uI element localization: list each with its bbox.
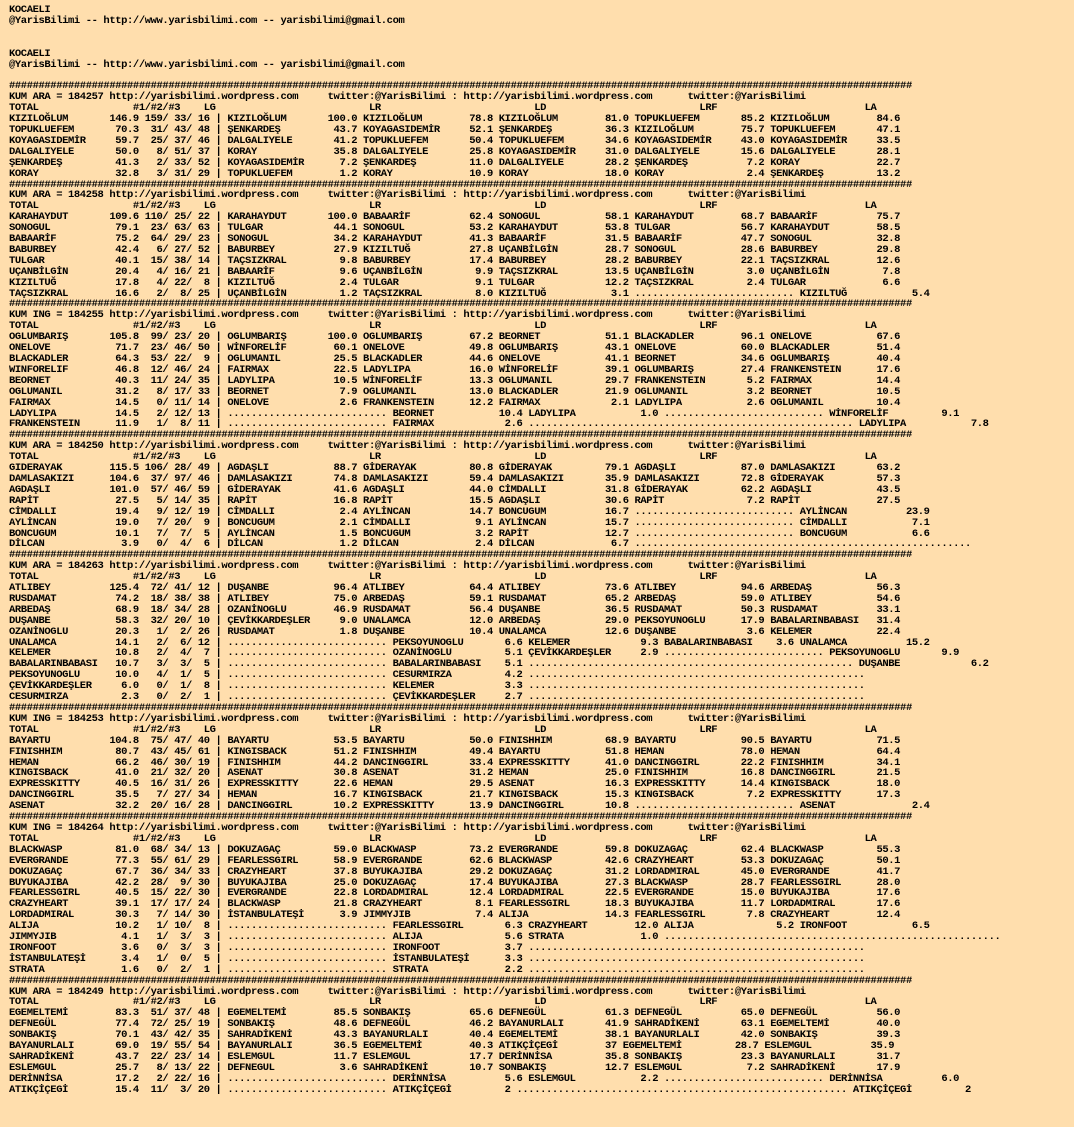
report-line: CRAZYHEART 39.1 17/ 17/ 24 | BLACKWASP 21.8 CRAZYHEART 8.1 FEARLESSGIRL 18.3 BUYUKAJIBA 11.7 LORDADMIRAL 17.6 <box>9 898 901 911</box>
report-line: KELEMER 10.8 2/ 4/ 7 | ........................... OZANİNOGLU 5.1 ÇEVİKKARDEŞLER 2.9 ........................... PEKSOYUNOGLU 9.9 <box>9 647 960 660</box>
report-line: OGLUMBARIŞ 105.8 99/ 23/ 20 | OGLUMBARIŞ 100.0 OGLUMBARIŞ 67.2 BEORNET 51.1 BLACKADLER 96.1 ONELOVE 67.6 <box>9 331 901 344</box>
report-line: DİLCAN 3.9 0/ 4/ 6 | DİLCAN 1.2 DİLCAN 2.4 DİLCAN 6.7 ......................................................... <box>9 538 971 551</box>
race-header: KUM ING = 184253 http://yarisbilimi.wordpress.com twitter:@YarisBilimi : http://yarisbilimi.wordpress.com twitter:@YarisBilimi <box>9 712 806 725</box>
report-line: ALIJA 10.2 1/ 10/ 8 | ........................... FEARLESSGIRL 6.3 CRAZYHEART 12.0 ALIJA 5.2 IRONFOOT 6.5 <box>9 920 930 933</box>
race-header: KUM ING = 184255 http://yarisbilimi.wordpress.com twitter:@YarisBilimi : http://yarisbilimi.wordpress.com twitter:@YarisBilimi <box>9 309 806 322</box>
report-line: KARAHAYDUT 109.6 110/ 25/ 22 | KARAHAYDUT 100.0 BABAARİF 62.4 SONOGUL 58.1 KARAHAYDUT 68.7 BABAARİF 75.7 <box>9 211 901 224</box>
report-line: DOKUZAGAÇ 67.7 36/ 34/ 33 | CRAZYHEART 37.8 BUYUKAJIBA 29.2 DOKUZAGAÇ 31.2 LORDADMIRAL 45.0 EVERGRANDE 41.7 <box>9 865 901 878</box>
report-line: KINGISBACK 41.0 21/ 32/ 20 | ASENAT 30.8 ASENAT 31.2 HEMAN 25.0 FINISHHIM 16.8 DANCINGGIRL 21.5 <box>9 767 901 780</box>
report-line: RUSDAMAT 74.2 18/ 38/ 38 | ATLIBEY 75.0 ARBEDAŞ 59.1 RUSDAMAT 65.2 ARBEDAŞ 59.0 ATLIBEY 54.6 <box>9 592 901 605</box>
column-header: TOTAL #1/#2/#3 LG LR LD LRF LA <box>9 723 877 736</box>
report-line: LORDADMIRAL 30.3 7/ 14/ 30 | İSTANBULATEŞİ 3.9 JIMMYJIB 7.4 ALIJA 14.3 FEARLESSGIRL 7.8 CRAZYHEART 12.4 <box>9 909 901 922</box>
report-line: CESURMIRZA 2.3 0/ 2/ 1 | ........................... ÇEVİKKARDEŞLER 2.7 ......................................................... <box>9 691 865 704</box>
report-line: SAHRADİKENİ 43.7 22/ 23/ 14 | ESLEMGUL 11.7 ESLEMGUL 17.7 DERİNNİSA 35.8 SONBAKIŞ 23.3 BAYANURLALI 31.7 <box>9 1051 901 1063</box>
report-line: ŞENKARDEŞ 41.3 2/ 33/ 52 | KOYAGASIDEMİR 7.2 ŞENKARDEŞ 11.0 DALGALIYELE 28.2 ŞENKARDEŞ 7.2 KORAY 22.7 <box>9 156 901 169</box>
report-line: JIMMYJIB 4.1 1/ 3/ 3 | ........................... ALIJA 5.6 STRATA 1.0 ......................................................... <box>9 931 1001 944</box>
report-line: BONCUGUM 10.1 7/ 7/ 5 | AYLİNCAN 1.5 BONCUGUM 3.2 RAPİT 12.7 ........................... BONCUGUM 6.6 <box>9 527 930 540</box>
report-line: FINISHHIM 80.7 43/ 45/ 61 | KINGISBACK 51.2 FINISHHIM 49.4 BAYARTU 51.8 HEMAN 78.0 HEMAN 64.4 <box>9 745 901 758</box>
race-header: KUM ARA = 184258 http://yarisbilimi.wordpress.com twitter:@YarisBilimi : http://yarisbilimi.wordpress.com twitter:@YarisBilimi <box>9 189 806 202</box>
report-line: BABAARİF 75.2 64/ 29/ 23 | SONOGUL 34.2 KARAHAYDUT 41.3 BABAARİF 31.5 BABAARİF 47.7 SONOGUL 32.8 <box>9 233 901 246</box>
report-line: AGDAŞLI 101.0 57/ 46/ 59 | GİDERAYAK 41.6 AGDAŞLI 44.0 CİMDALLI 31.8 GİDERAYAK 62.2 AGDAŞLI 43.5 <box>9 483 901 496</box>
column-header: TOTAL #1/#2/#3 LG LR LD LRF LA <box>9 102 877 115</box>
report-line: SONBAKIŞ 70.1 43/ 42/ 35 | SAHRADİKENİ 43.3 BAYANURLALI 40.4 EGEMELTEMİ 38.1 BAYANURLALI 42.0 SONBAKIŞ 39.3 <box>9 1029 901 1042</box>
report-line: ARBEDAŞ 68.9 18/ 34/ 28 | OZANİNOGLU 46.9 RUSDAMAT 56.4 DUŞANBE 36.5 RUSDAMAT 50.3 RUSDAMAT 33.1 <box>9 603 901 616</box>
report-line: ÇEVİKKARDEŞLER 6.0 0/ 1/ 8 | ........................... KELEMER 3.3 ......................................................... <box>9 680 865 693</box>
report-line: DERİNNİSA 17.2 2/ 22/ 16 | ........................... DERİNNİSA 5.6 ESLEMGUL 2.2 ........................... DERİNNİSA 6.0 <box>9 1072 960 1085</box>
column-header: TOTAL #1/#2/#3 LG LR LD LRF LA <box>9 832 877 845</box>
report-line: RAPİT 27.5 5/ 14/ 35 | RAPİT 16.8 RAPİT 15.5 AGDAŞLI 30.6 RAPİT 7.2 RAPİT 27.5 <box>9 494 901 507</box>
race-header: KUM ARA = 184263 http://yarisbilimi.wordpress.com twitter:@YarisBilimi : http://yarisbilimi.wordpress.com twitter:@YarisBilimi <box>9 560 806 573</box>
report-line: WINFORELIF 46.8 12/ 46/ 24 | FAIRMAX 22.5 LADYLIPA 16.0 WİNFORELİF 39.1 OGLUMBARIŞ 27.4 FRANKENSTEIN 17.6 <box>9 363 901 376</box>
report-line: OGLUMANIL 31.2 8/ 17/ 33 | BEORNET 7.9 OGLUMANIL 13.0 BLACKADLER 21.9 OGLUMANIL 3.2 BEORNET 10.5 <box>9 385 901 398</box>
report-line: KORAY 32.8 3/ 31/ 29 | TOPUKLUEFEM 1.2 KORAY 10.9 KORAY 18.0 KORAY 2.4 ŞENKARDEŞ 13.2 <box>9 167 901 180</box>
report-line: ONELOVE 71.7 23/ 46/ 50 | WİNFORELİF 60.1 ONELOVE 49.8 OGLUMBARIŞ 43.1 ONELOVE 60.0 BLACKADLER 51.4 <box>9 342 901 355</box>
race-header: KUM ARA = 184250 http://yarisbilimi.wordpress.com twitter:@YarisBilimi : http://yarisbilimi.wordpress.com twitter:@YarisBilimi <box>9 440 806 453</box>
report-line: BAYARTU 104.8 75/ 47/ 40 | BAYARTU 53.5 BAYARTU 50.0 FINISHHIM 68.9 BAYARTU 90.5 BAYARTU 71.5 <box>9 734 901 747</box>
report-line: ATLIBEY 125.4 72/ 41/ 12 | DUŞANBE 96.4 ATLIBEY 64.4 ATLIBEY 73.6 ATLIBEY 94.6 ARBEDAŞ 56.3 <box>9 582 901 595</box>
report-line: HEMAN 66.2 46/ 30/ 19 | FINISHHIM 44.2 DANCINGGIRL 33.4 EXPRESSKITTY 41.0 DANCINGGIRL 22.2 FINISHHIM 34.1 <box>9 756 901 769</box>
report-line: DANCINGGIRL 35.5 7/ 27/ 34 | HEMAN 16.7 KINGISBACK 21.7 KINGISBACK 15.3 KINGISBACK 7.2 EXPRESSKITTY 17.3 <box>9 789 901 802</box>
report-line: OZANİNOGLU 20.3 1/ 2/ 26 | RUSDAMAT 1.8 DUŞANBE 10.4 UNALAMCA 12.6 DUŞANBE 3.6 KELEMER 22.4 <box>9 625 901 638</box>
column-header: TOTAL #1/#2/#3 LG LR LD LRF LA <box>9 320 877 333</box>
column-header: TOTAL #1/#2/#3 LG LR LD LRF LA <box>9 571 877 584</box>
report-line: BUYUKAJIBA 42.2 28/ 9/ 30 | BUYUKAJIBA 25.0 DOKUZAGAÇ 17.4 BUYUKAJIBA 27.3 BLACKWASP 28.7 FEARLESSGIRL 28.0 <box>9 876 901 889</box>
report-line: GIDERAYAK 115.5 106/ 28/ 49 | AGDAŞLI 88.7 GİDERAYAK 80.8 GİDERAYAK 79.1 AGDAŞLI 87.0 DAMLASAKIZI 63.2 <box>9 462 901 475</box>
report-line: CİMDALLI 19.4 9/ 12/ 19 | CİMDALLI 2.4 AYLİNCAN 14.7 BONCUGUM 16.7 ........................... AYLİNCAN 23.9 <box>9 505 930 518</box>
report-line: IRONFOOT 3.6 0/ 3/ 3 | ........................... IRONFOOT 3.7 ......................................................... <box>9 941 865 954</box>
report-line: STRATA 1.6 0/ 2/ 1 | ........................... STRATA 2.2 ......................................................... <box>9 963 865 976</box>
section-divider: ######################################################################################################################################################### <box>9 429 912 442</box>
city-title: KOCAELI <box>9 4 51 16</box>
report-line: AYLİNCAN 19.0 7/ 20/ 9 | BONCUGUM 2.1 CİMDALLI 9.1 AYLİNCAN 15.7 ........................... CİMDALLI 7.1 <box>9 516 930 529</box>
report-line: FRANKENSTEIN 11.9 1/ 8/ 11 | ........................... FAIRMAX 2.6 ....................................................... LADYLIPA 7.8 <box>9 418 989 431</box>
report-line: UNALAMCA 14.1 2/ 6/ 12 | ........................... PEKSOYUNOGLU 6.6 KELEMER 9.3 BABALARINBABASI 3.6 UNALAMCA 15.2 <box>9 636 930 649</box>
report-line: SONOGUL 79.1 23/ 63/ 63 | TULGAR 44.1 SONOGUL 53.2 KARAHAYDUT 53.8 TULGAR 56.7 KARAHAYDUT 58.5 <box>9 222 901 235</box>
report-line: KIZILTUĞ 17.8 4/ 22/ 8 | KIZILTUĞ 2.4 TULGAR 9.1 TULGAR 12.2 TAÇSIZKRAL 2.4 TULGAR 6.6 <box>9 276 901 289</box>
report-line: UÇANBİLGİN 20.4 4/ 16/ 21 | BABAARİF 9.6 UÇANBİLGİN 9.9 TAÇSIZKRAL 13.5 UÇANBİLGİN 3.0 UÇANBİLGİN 7.8 <box>9 265 901 278</box>
report-line: BABALARINBABASI 10.7 3/ 3/ 5 | ........................... BABALARINBABASI 5.1 ....................................................... DUŞANBE 6.2 <box>9 658 989 671</box>
report-line: DAMLASAKIZI 104.6 37/ 97/ 46 | DAMLASAKIZI 74.8 DAMLASAKIZI 59.4 DAMLASAKIZI 35.9 DAMLASAKIZI 72.8 GİDERAYAK 57.3 <box>9 472 901 485</box>
report-line: BLACKADLER 64.3 53/ 22/ 9 | OGLUMANIL 25.5 BLACKADLER 44.6 ONELOVE 41.1 BEORNET 34.6 OGLUMBARIŞ 40.4 <box>9 353 901 365</box>
section-divider: ######################################################################################################################################################### <box>9 298 912 311</box>
report-line: PEKSOYUNOGLU 10.0 4/ 1/ 5 | ........................... CESURMIRZA 4.2 ......................................................... <box>9 669 865 682</box>
report-line: EVERGRANDE 77.3 55/ 61/ 29 | FEARLESSGIRL 58.9 EVERGRANDE 62.6 BLACKWASP 42.6 CRAZYHEART 53.3 DOKUZAGAÇ 50.1 <box>9 854 901 867</box>
report-line: ESLEMGUL 25.7 8/ 13/ 22 | DEFNEGUL 3.6 SAHRADİKENİ 10.7 SONBAKIŞ 12.7 ESLEMGUL 7.2 SAHRADİKENİ 17.9 <box>9 1061 901 1074</box>
report-line: DUŞANBE 58.3 32/ 20/ 10 | ÇEVİKKARDEŞLER 9.0 UNALAMCA 12.0 ARBEDAŞ 29.0 PEKSOYUNOGLU 17.9 BABALARINBABASI 31.4 <box>9 614 901 627</box>
report-line: BABURBEY 42.4 6/ 27/ 52 | BABURBEY 27.9 KIZILTUĞ 27.8 UÇANBİLGİN 28.7 SONOGUL 28.6 BABURBEY 29.8 <box>9 243 901 256</box>
section-divider: ######################################################################################################################################################### <box>9 178 912 191</box>
race-header: KUM ARA = 184249 http://yarisbilimi.wordpress.com twitter:@YarisBilimi : http://yarisbilimi.wordpress.com twitter:@YarisBilimi <box>9 985 806 998</box>
report-line: ATIKÇİÇEGİ 15.4 11/ 3/ 20 | ........................... ATIKÇİÇEGİ 2 ........................................................ ATIKÇİÇEGİ 2 <box>9 1083 971 1096</box>
report-line: EGEMELTEMİ 83.3 51/ 37/ 48 | EGEMELTEMİ 85.5 SONBAKIŞ 65.6 DEFNEGÜL 61.3 DEFNEGÜL 65.0 DEFNEGÜL 56.0 <box>9 1007 901 1020</box>
section-divider: ######################################################################################################################################################### <box>9 549 912 562</box>
report-line: DALGALIYELE 50.0 8/ 51/ 37 | KORAY 35.8 DALGALIYELE 25.8 KOYAGASIDEMİR 31.0 DALGALIYELE 15.6 DALGALIYELE 28.1 <box>9 145 901 158</box>
report-line: FAIRMAX 14.5 0/ 11/ 14 | ONELOVE 2.6 FRANKENSTEIN 12.2 FAIRMAX 2.1 LADYLIPA 2.6 OGLUMANIL 10.4 <box>9 396 901 409</box>
report-line: TULGAR 40.1 15/ 38/ 14 | TAÇSIZKRAL 9.8 BABURBEY 17.4 BABURBEY 28.2 BABURBEY 22.1 TAÇSIZKRAL 12.6 <box>9 254 901 267</box>
column-header: TOTAL #1/#2/#3 LG LR LD LRF LA <box>9 200 877 213</box>
report-line: LADYLIPA 14.5 2/ 12/ 13 | ........................... BEORNET 10.4 LADYLIPA 1.0 ........................... WİNFORELİF 9.1 <box>9 407 960 420</box>
report-line: BLACKWASP 81.0 68/ 34/ 13 | DOKUZAGAÇ 59.0 BLACKWASP 73.2 EVERGRANDE 59.8 DOKUZAGAÇ 62.4 BLACKWASP 55.3 <box>9 843 901 856</box>
section-divider: ######################################################################################################################################################### <box>9 702 912 714</box>
report-line: KIZILOĞLUM 146.9 159/ 33/ 16 | KIZILOĞLUM 100.0 KIZILOĞLUM 78.8 KIZILOĞLUM 81.0 TOPUKLUEFEM 85.2 KIZILOĞLUM 84.6 <box>9 113 901 126</box>
contact-line: @YarisBilimi -- http://www.yarisbilimi.com -- yarisbilimi@gmail.com <box>9 58 405 71</box>
report-line: BEORNET 40.3 11/ 24/ 35 | LADYLIPA 10.5 WİNFORELİF 13.3 OGLUMANIL 29.7 FRANKENSTEIN 5.2 FAIRMAX 14.4 <box>9 374 901 387</box>
report-line: EXPRESSKITTY 40.5 16/ 31/ 26 | EXPRESSKITTY 22.6 HEMAN 29.5 ASENAT 16.3 EXPRESSKITTY 14.4 KINGISBACK 18.0 <box>9 778 901 791</box>
report-line: KOYAGASIDEMİR 59.7 25/ 37/ 46 | DALGALIYELE 41.2 TOPUKLUEFEM 50.4 TOPUKLUEFEM 34.6 KOYAGASIDEMİR 43.0 KOYAGASIDEMİR 33.5 <box>9 134 901 147</box>
column-header: TOTAL #1/#2/#3 LG LR LD LRF LA <box>9 451 877 464</box>
report-line: İSTANBULATEŞİ 3.4 1/ 0/ 5 | ........................... İSTANBULATEŞİ 3.3 ......................................................... <box>9 952 865 965</box>
city-title: KOCAELI <box>9 47 51 60</box>
column-header: TOTAL #1/#2/#3 LG LR LD LRF LA <box>9 996 877 1009</box>
report-line: DEFNEGÜL 77.4 72/ 25/ 19 | SONBAKIŞ 48.6 DEFNEGÜL 46.2 BAYANURLALI 41.9 SAHRADİKENİ 63.1 EGEMELTEMİ 40.0 <box>9 1018 901 1031</box>
report-line: FEARLESSGIRL 40.5 15/ 22/ 30 | EVERGRANDE 22.8 LORDADMIRAL 12.4 LORDADMIRAL 22.5 EVERGRANDE 15.0 BUYUKAJIBA 17.6 <box>9 887 901 900</box>
race-header: KUM ING = 184264 http://yarisbilimi.wordpress.com twitter:@YarisBilimi : http://yarisbilimi.wordpress.com twitter:@YarisBilimi <box>9 821 806 834</box>
report-line: TAÇSIZKRAL 16.6 2/ 8/ 25 | UÇANBİLGİN 1.2 TAÇSIZKRAL 8.0 KIZILTUĞ 3.1 ........................... KIZILTUĞ 5.4 <box>9 287 930 300</box>
section-divider: ######################################################################################################################################################### <box>9 80 912 93</box>
section-divider: ######################################################################################################################################################### <box>9 811 912 824</box>
race-header: KUM ARA = 184257 http://yarisbilimi.wordpress.com twitter:@YarisBilimi : http://yarisbilimi.wordpress.com twitter:@YarisBilimi <box>9 91 806 104</box>
report-line: TOPUKLUEFEM 70.3 31/ 43/ 48 | ŞENKARDEŞ 43.7 KOYAGASIDEMİR 52.1 ŞENKARDEŞ 36.3 KIZILOĞLUM 75.7 TOPUKLUEFEM 47.1 <box>9 123 901 136</box>
report-line: ASENAT 32.2 20/ 16/ 28 | DANCINGGIRL 10.2 EXPRESSKITTY 13.9 DANCINGGIRL 10.8 ........................... ASENAT 2.4 <box>9 800 930 813</box>
contact-line: @YarisBilimi -- http://www.yarisbilimi.com -- yarisbilimi@gmail.com <box>9 14 405 27</box>
section-divider: ######################################################################################################################################################### <box>9 974 912 987</box>
report-line: BAYANURLALI 69.0 19/ 55/ 54 | BAYANURLALI 36.5 EGEMELTEMİ 40.3 ATIKÇİÇEGİ 37 EGEMELTEMİ 28.7 ESLEMGUL 35.9 <box>9 1040 895 1053</box>
